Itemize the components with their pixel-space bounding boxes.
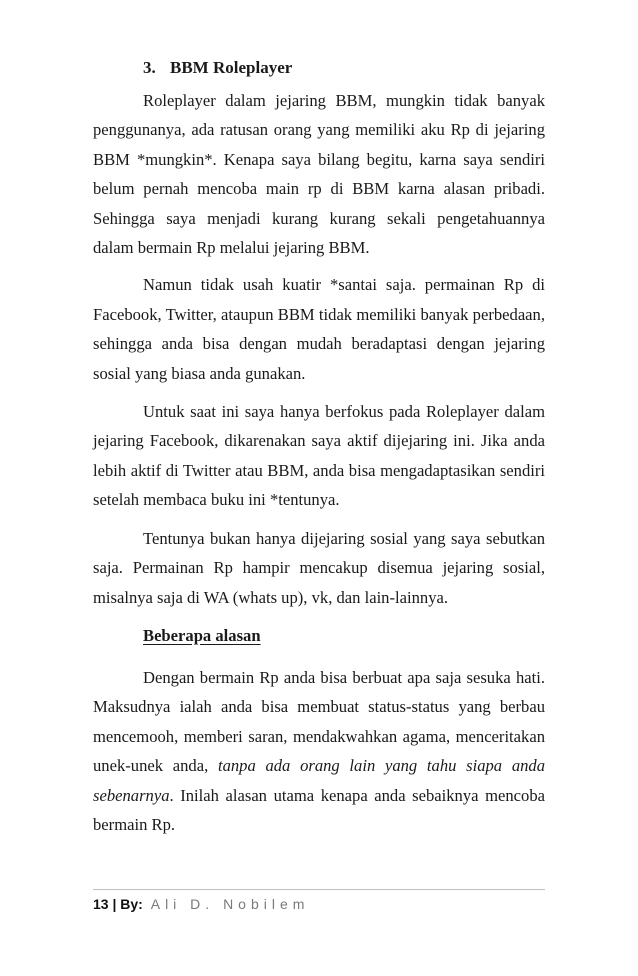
paragraph: Untuk saat ini saya hanya berfokus pada Roleplayer dalam jejaring Facebook, dikarenakan saya aktif dijejaring ini. Jika anda lebih aktif di Twitter atau BBM, anda bisa mengadaptasikan sendiri setelah membaca buku ini *tentunya.: [93, 402, 545, 510]
section-title: BBM Roleplayer: [170, 58, 293, 77]
footer-divider: [93, 889, 545, 890]
paragraph-reasons: [93, 663, 545, 839]
subheading-text: Beberapa alasan: [143, 625, 261, 645]
footer-by-label: By:: [120, 896, 143, 912]
page-footer: [93, 895, 309, 913]
italic-emphasis: tanpa ada orang lain yang tahu siapa anda sebenarnya: [93, 756, 546, 805]
paragraph-text: Dengan bermain Rp anda bisa berbuat apa saja sesuka hati. Maksudnya ialah anda bisa membuat status-status yang berbau mencemooh, memberi saran, mendakwahkan agama, menceritakan unek-unek anda,: [93, 667, 545, 776]
footer-separator: |: [112, 896, 117, 912]
paragraph: Roleplayer dalam jejaring BBM, mungkin tidak banyak penggunanya, ada ratusan orang yang memiliki aku Rp di jejaring BBM *mungkin*. Kenapa saya bilang begitu, karna saya sendiri belum pernah mencoba main rp di BBM karna alasan pribadi. Sehingga saya menjadi kurang kurang sekali pengetahuannya dalam bermain Rp melalui jejaring BBM.: [93, 91, 545, 258]
paragraph-text-end: . Inilah alasan utama kenapa anda sebaiknya mencoba bermain Rp.: [93, 785, 545, 834]
footer-author: Ali D. Nobilem: [150, 896, 310, 912]
paragraph: Tentunya bukan hanya dijejaring sosial yang saya sebutkan saja. Permainan Rp hampir mencakup disemua jejaring sosial, misalnya saja di WA (whats up), vk, dan lain-lainnya.: [93, 528, 545, 607]
paragraph: Namun tidak usah kuatir *santai saja. permainan Rp di Facebook, Twitter, ataupun BBM tidak memiliki banyak perbedaan, sehingga anda bisa dengan mudah beradaptasi dengan jejaring sosial yang biasa anda gunakan.: [93, 275, 545, 383]
section-number: 3.: [143, 58, 156, 77]
subheading: [93, 621, 545, 651]
section-heading: [93, 53, 545, 83]
page-number: 13: [93, 896, 109, 912]
page-content: [93, 53, 545, 848]
